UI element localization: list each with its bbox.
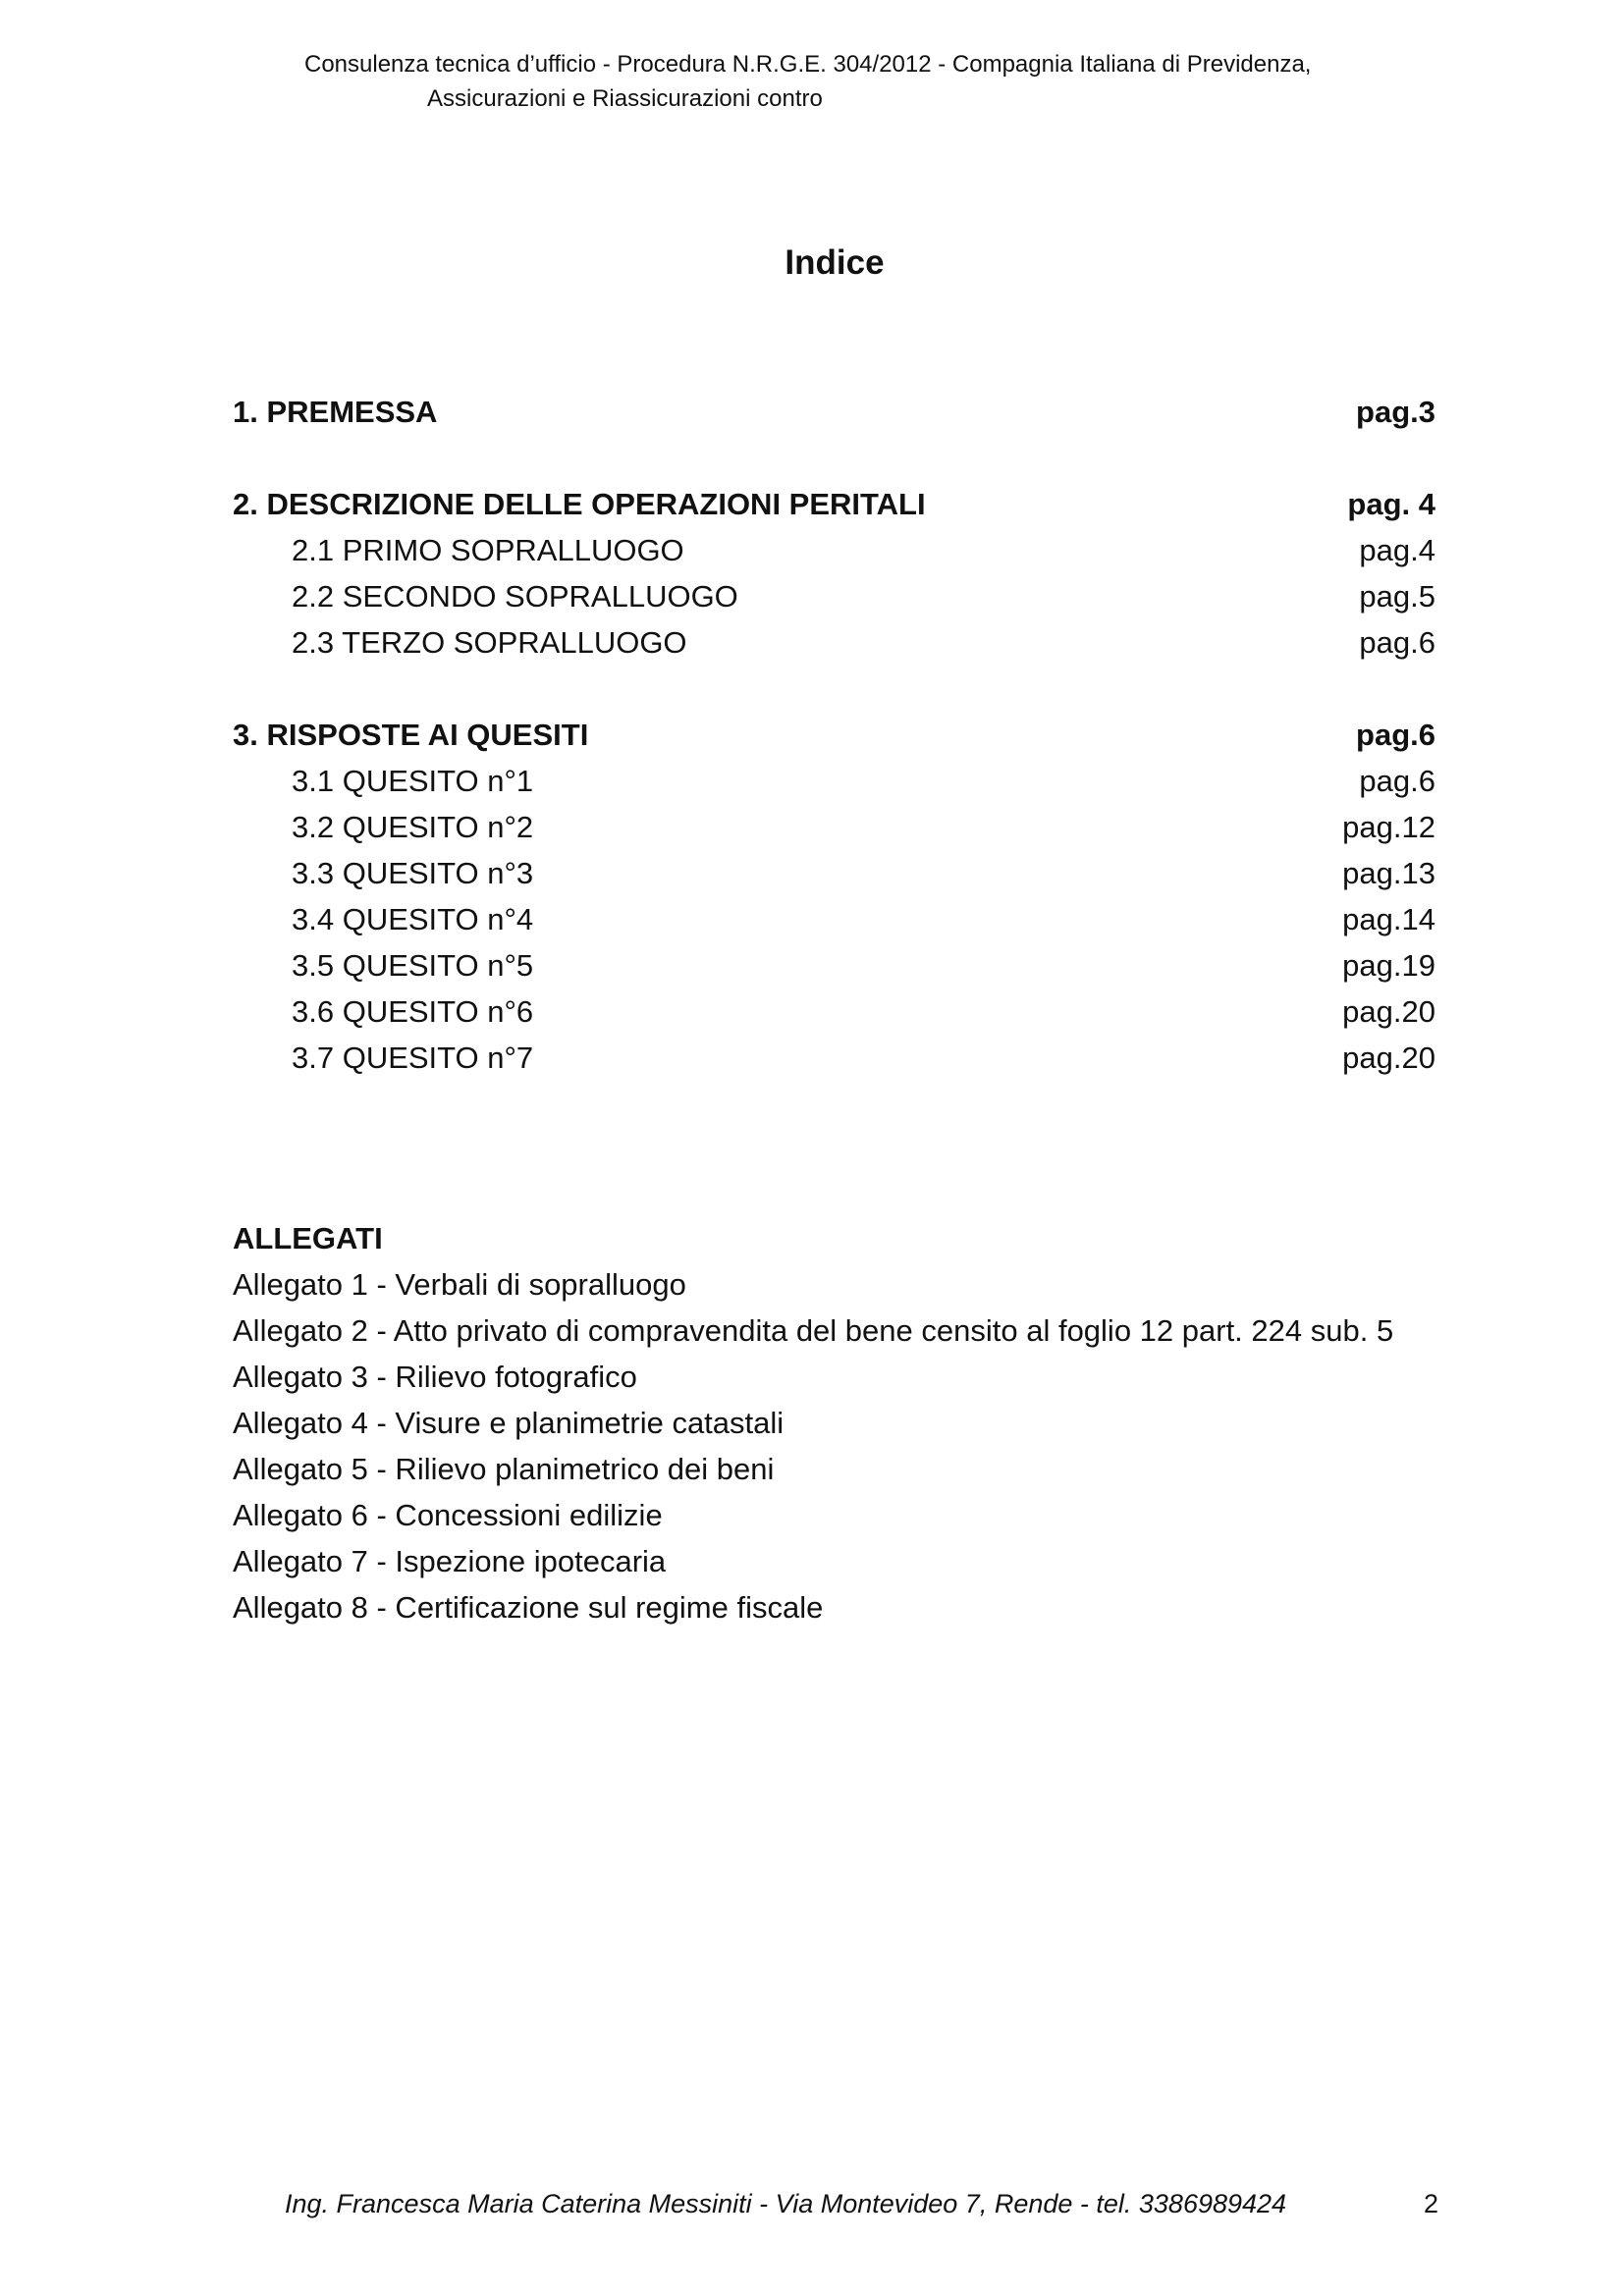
toc-entry-label: 3. RISPOSTE AI QUESITI [233, 718, 589, 752]
toc-entry-label: 2.1 PRIMO SOPRALLUOGO [292, 533, 684, 567]
toc-entry-quesito-4 [233, 896, 1435, 942]
toc-entry-terzo-sopralluogo [233, 619, 1435, 666]
attachment-item: Allegato 2 - Atto privato di compravendita del bene censito al foglio 12 part. 224 sub. 5 [233, 1313, 1394, 1348]
toc-entry-descrizione [233, 481, 1435, 527]
toc-entry-page: pag.5 [1359, 579, 1435, 614]
toc-entry-page: pag.6 [1359, 625, 1435, 660]
toc-entry-label: 2.3 TERZO SOPRALLUOGO [292, 625, 687, 660]
header-line-1: Consulenza tecnica d’ufficio - Procedura N.R.G.E. 304/2012 - Compagnia Italiana di Previdenza, [304, 51, 1312, 78]
toc-entry-risposte [233, 712, 1435, 758]
toc-entry-label: 2.2 SECONDO SOPRALLUOGO [292, 579, 738, 614]
attachment-item: Allegato 6 - Concessioni edilizie [233, 1498, 663, 1532]
toc-entry-page: pag.3 [1356, 395, 1435, 429]
toc-entry-label: 1. PREMESSA [233, 395, 438, 429]
toc-entry-label: 3.6 QUESITO n°6 [292, 994, 534, 1029]
toc-entry-quesito-3 [233, 850, 1435, 896]
attachment-item: Allegato 4 - Visure e planimetrie catastali [233, 1406, 785, 1440]
attachment-item: Allegato 1 - Verbali di sopralluogo [233, 1267, 686, 1302]
toc-entry-page: pag.20 [1342, 994, 1435, 1029]
toc-entry-label: 3.1 QUESITO n°1 [292, 764, 534, 798]
header-line-2: Assicurazioni e Riassicurazioni contro [427, 85, 823, 112]
toc-entry-label: 3.2 QUESITO n°2 [292, 810, 534, 844]
toc-entry-quesito-1 [233, 758, 1435, 804]
toc-entry-page: pag.14 [1342, 902, 1435, 936]
toc-entry-page: pag.20 [1342, 1041, 1435, 1075]
toc-entry-quesito-7 [233, 1035, 1435, 1081]
attachment-item: Allegato 7 - Ispezione ipotecaria [233, 1544, 667, 1578]
attachment-item: Allegato 3 - Rilievo fotografico [233, 1360, 637, 1394]
attachment-item: Allegato 5 - Rilievo planimetrico dei beni [233, 1452, 775, 1486]
toc-entry-premessa [233, 389, 1435, 435]
page-footer [285, 2189, 1438, 2219]
toc-entry-secondo-sopralluogo [233, 573, 1435, 619]
attachment-item: Allegato 8 - Certificazione sul regime fiscale [233, 1590, 824, 1625]
toc-entry-page: pag.12 [1342, 810, 1435, 844]
toc-entry-quesito-6 [233, 988, 1435, 1035]
page-header [304, 47, 1434, 116]
table-of-contents [233, 389, 1435, 1081]
toc-entry-page: pag.13 [1342, 856, 1435, 890]
toc-entry-quesito-5 [233, 942, 1435, 988]
toc-entry-page: pag.4 [1359, 533, 1435, 567]
toc-entry-page: pag.19 [1342, 948, 1435, 983]
toc-entry-label: 3.3 QUESITO n°3 [292, 856, 534, 890]
page-number: 2 [1423, 2189, 1438, 2218]
attachments-list [233, 1215, 1460, 1630]
toc-entry-page: pag.6 [1356, 718, 1435, 752]
toc-entry-page: pag.6 [1359, 764, 1435, 798]
toc-entry-label: 3.7 QUESITO n°7 [292, 1041, 534, 1075]
page-title: Indice [785, 243, 885, 282]
toc-entry-label: 3.5 QUESITO n°5 [292, 948, 534, 983]
toc-entry-label: 3.4 QUESITO n°4 [292, 902, 534, 936]
footer-author: Ing. Francesca Maria Caterina Messiniti - Via Montevideo 7, Rende - tel. 3386989424 [285, 2189, 1287, 2218]
toc-entry-primo-sopralluogo [233, 527, 1435, 573]
toc-entry-page: pag. 4 [1347, 487, 1435, 521]
toc-entry-quesito-2 [233, 804, 1435, 850]
toc-entry-label: 2. DESCRIZIONE DELLE OPERAZIONI PERITALI [233, 487, 926, 521]
attachments-heading: ALLEGATI [233, 1221, 383, 1255]
